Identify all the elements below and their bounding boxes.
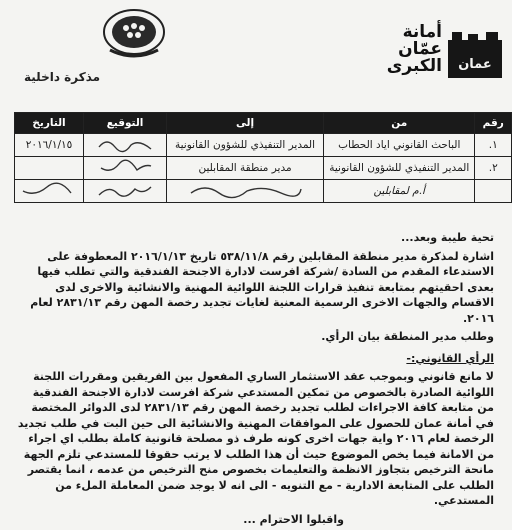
table-row [15,134,512,157]
logo-word-1: أمانة [402,22,442,42]
row-number: ٢. [475,157,512,180]
col-number: رقم [475,113,512,134]
greeting: تحية طيبة وبعد... [401,231,494,244]
row-to: المدير التنفيذي للشؤون القانونية [167,134,324,157]
col-to: إلى [167,113,324,134]
logo-mark-text: عمان [458,57,492,72]
row-from: الباحث القانوني اياد الحطاب [324,134,475,157]
logo-word-3: الكبرى [386,56,442,76]
handwritten-note: أ.م لمقابلين [324,180,475,203]
paragraph-reference: اشارة لمذكرة مدير منطقة المقابلين رقم ٥٣٨/١١/٨ تاريخ ٢٠١٦/١/١٣ المعطوفة على الاستدعاء المقدم من السادة /شركة افرست لادارة الاجنحة الفندقية والتي تطلب فيها بعدى احقيتهم بمتابعة تنفيذ قرارات اللجنة اللوائية المهنية والانشائية والاخرى لدى الاقسام والجهات الاخرى الرسمية المعنية لغايات تجديد رخصة المهن رقم ٢٨٣١/١٣ لعام ٢٠١٦. [30,249,494,325]
memo-body [14,230,494,530]
legal-opinion-heading: الرأي القانوني:- [406,351,494,365]
paragraph-legal-opinion: لا مانع قانوني وبموجب عقد الاستثمار الساري المفعول بين الفريقين ومقررات اللجنة اللوائية الصادرة بالخصوص من تمكين المستدعي شركة افرست لادارة الاجنحة الفندقية من متابعة كافة الاجراءات لطلب تجديد رخصة المهن رقم ٢٨٣١/١٣ لدى الدوائر المختصة في أمانة عمان للحصول على الموافقات المهنية والانشائية الى حين البت في طلب تجديد الرخصة لعام ٢٠١٦ واية جهات اخرى كونه طرف ذو مصلحة قانونية كاملة بطلب اي اجراء من الامانة فيما يخص الموضوع حيث أن هذا الطلب لا يرتب حقوقا للمستدعي تلزم الجهة مانحة الترخيص بتجاوز الانظمة والتعليمات بخصوص منح الترخيص من عدمه ، انما يقتصر الطلب على المتابعة الادارية - مع التنويه - الى انه لا يوجد ضمن المعاملة الملء من المستدعي. [17,370,494,507]
handwritten-signature [84,180,167,203]
col-date: التاريخ [15,113,84,134]
routing-table-header [15,113,512,134]
amman-municipality-logo [354,22,504,82]
signature-scribble-icon [95,181,155,199]
row-number-empty [475,180,512,203]
signature-scribble-icon [95,135,155,153]
signature-scribble-icon [185,181,305,199]
row-from: المدير التنفيذي للشؤون القانونية [324,157,475,180]
table-row-handwritten [15,180,512,203]
row-to: مدير منطقة المقابلين [167,157,324,180]
row-number: ١. [475,134,512,157]
row-date [15,157,84,180]
routing-table [14,112,512,203]
closing-line: واقبلوا الاحترام ... [243,512,344,526]
col-signature: التوقيع [84,113,167,134]
signature-scribble-icon [95,158,155,176]
handwritten-signature [15,180,84,203]
handwritten-signature [84,157,167,180]
logo-word-2: عمّان [398,39,442,59]
handwritten-signature [167,180,324,203]
logo-wordmark [387,24,442,75]
col-from: من [324,113,475,134]
royal-crest-icon [100,6,168,64]
signature-scribble-icon [19,181,79,199]
handwritten-signature [84,134,167,157]
table-row [15,157,512,180]
paragraph-request: وطلب مدير المنطقة بيان الرأي. [321,330,494,343]
memo-type-label: مذكرة داخلية [24,70,101,84]
row-date: ٢٠١٦/١/١٥ [15,134,84,157]
amman-logo-icon [446,30,504,80]
